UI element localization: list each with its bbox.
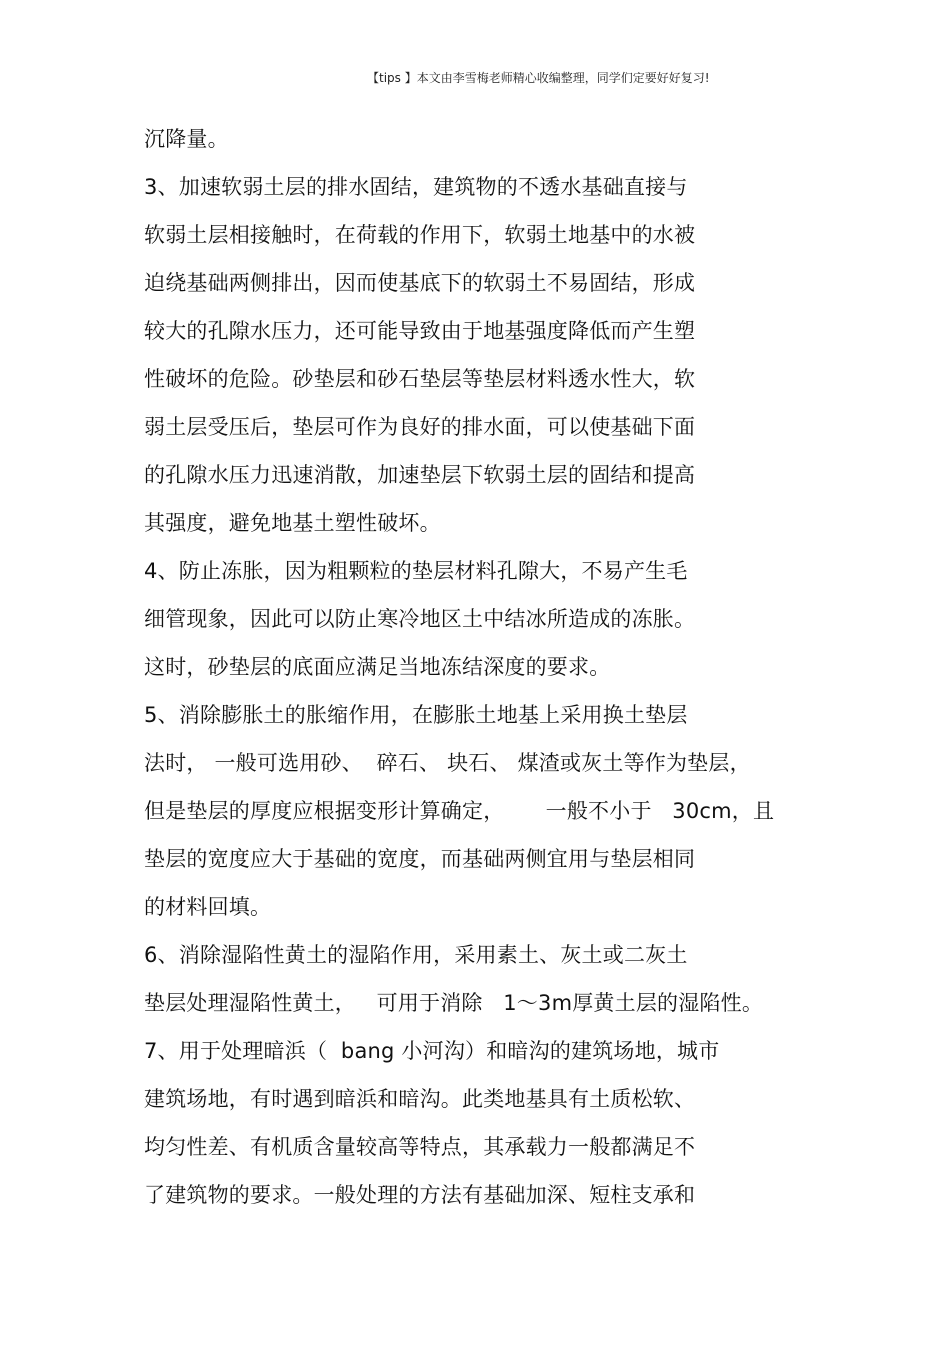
text-line: 这时，砂垫层的底面应满足当地冻结深度的要求。 xyxy=(144,655,611,679)
text-line: 软弱土层相接触时，在荷载的作用下，软弱土地基中的水被 xyxy=(144,223,696,247)
text-line: 的孔隙水压力迅速消散，加速垫层下软弱土层的固结和提高 xyxy=(144,463,696,487)
text-line: 3、加速软弱土层的排水固结，建筑物的不透水基础直接与 xyxy=(144,175,688,199)
text-line: 6、消除湿陷性黄土的湿陷作用，采用素土、灰土或二灰土 xyxy=(144,943,688,967)
text-line: 垫层的宽度应大于基础的宽度，而基础两侧宜用与垫层相同 xyxy=(144,847,696,871)
text-line: 但是垫层的厚度应根据变形计算确定， 一般不小于 30cm，且 xyxy=(144,799,775,823)
text-line: 性破坏的危险。砂垫层和砂石垫层等垫层材料透水性大，软 xyxy=(144,367,696,391)
text-line: 其强度，避免地基土塑性破坏。 xyxy=(144,511,441,535)
text-line: 5、消除膨胀土的胀缩作用，在膨胀土地基上采用换土垫层 xyxy=(144,703,688,727)
text-line: 均匀性差、有机质含量较高等特点，其承载力一般都满足不 xyxy=(144,1135,696,1159)
text-line: 了建筑物的要求。一般处理的方法有基础加深、短柱支承和 xyxy=(144,1183,696,1207)
header-note: 【tips 】本文由李雪梅老师精心收编整理，同学们定要好好复习! xyxy=(367,71,710,85)
text-line: 沉降量。 xyxy=(144,127,229,151)
text-line: 法时， 一般可选用砂、 碎石、 块石、 煤渣或灰土等作为垫层， xyxy=(144,751,751,775)
text-line: 7、用于处理暗浜（ bang 小河沟）和暗沟的建筑场地，城市 xyxy=(144,1039,720,1063)
text-line: 较大的孔隙水压力，还可能导致由于地基强度降低而产生塑 xyxy=(144,319,696,343)
text-line: 建筑场地，有时遇到暗浜和暗沟。此类地基具有土质松软、 xyxy=(144,1087,696,1111)
text-line: 垫层处理湿陷性黄土， 可用于消除 1～3m厚黄土层的湿陷性。 xyxy=(144,991,764,1015)
text-line: 迫绕基础两侧排出，因而使基底下的软弱土不易固结，形成 xyxy=(144,271,696,295)
text-line: 4、防止冻胀，因为粗颗粒的垫层材料孔隙大，不易产生毛 xyxy=(144,559,688,583)
text-line: 弱土层受压后，垫层可作为良好的排水面，可以使基础下面 xyxy=(144,415,696,439)
text-line: 细管现象，因此可以防止寒冷地区土中结冰所造成的冻胀。 xyxy=(144,607,696,631)
text-line: 的材料回填。 xyxy=(144,895,272,919)
